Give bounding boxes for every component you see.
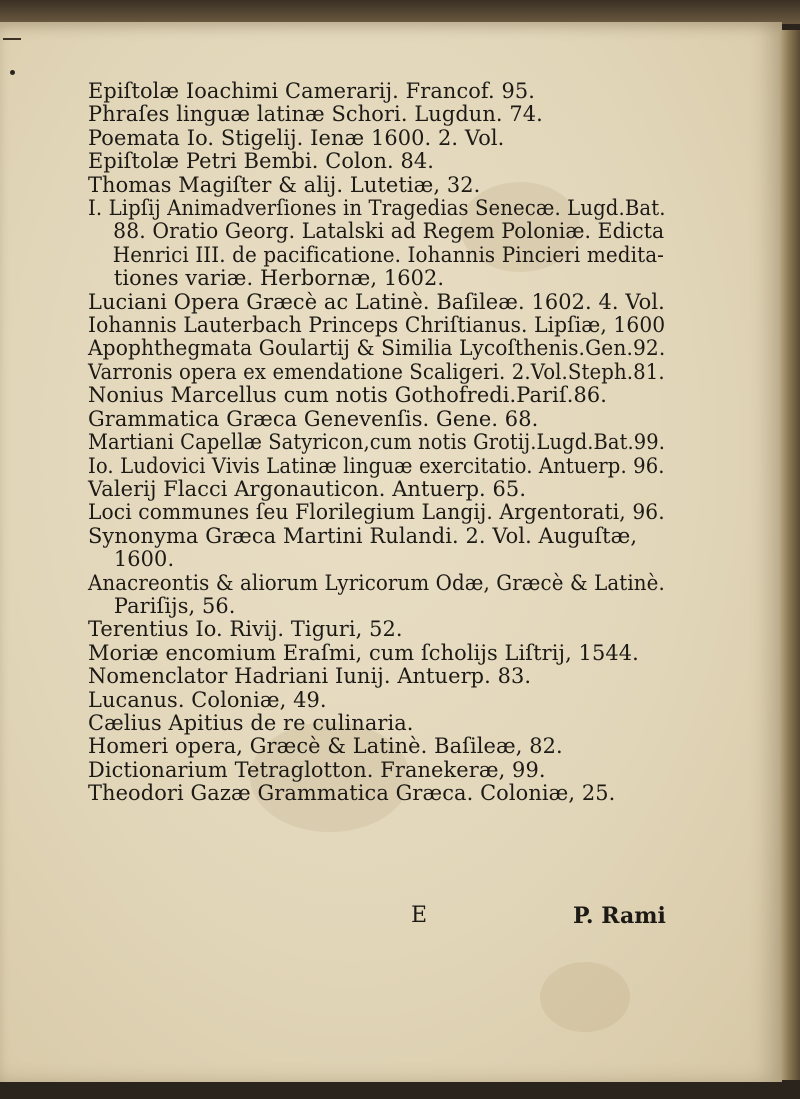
signature-mark: E (411, 903, 428, 928)
book-entry-line: Homeri opera, Græcè & Latinè. Baſileæ, 82. (88, 734, 563, 759)
book-entry-line: Martiani Capellæ Satyricon,cum notis Grotij.Lugd.Bat.99. (88, 430, 665, 455)
book-entry-line: Moriæ encomium Eraſmi, cum ſcholijs Liſtrij, 1544. (88, 640, 639, 665)
book-entry-line: I. Lipſij Animadverſiones in Tragedias Senecæ. Lugd.Bat. (88, 196, 666, 221)
binding-shadow (0, 0, 800, 24)
catchword: P. Rami (573, 903, 666, 929)
book-entry-line: Io. Ludovici Vivis Latinæ linguæ exercitatio. Antuerp. 96. (88, 453, 665, 478)
book-entry-line: Theodori Gazæ Grammatica Græca. Coloniæ, 25. (88, 781, 616, 806)
book-entry-line: Pariſijs, 56. (113, 593, 236, 618)
book-entry-line: Epiſtolæ Petri Bembi. Colon. 84. (88, 149, 435, 174)
ink-dot (10, 70, 15, 75)
book-entry-line: 88. Oratio Georg. Latalski ad Regem Poloniæ. Edicta (113, 219, 665, 244)
book-entry-line: Valerij Flacci Argonauticon. Antuerp. 65. (88, 476, 527, 501)
book-entry-line: Phraſes linguæ latinæ Schori. Lugdun. 74. (88, 102, 543, 127)
book-entry-line: Nomenclator Hadriani Iunij. Antuerp. 83. (88, 664, 532, 689)
book-entry-line: Iohannis Lauterbach Princeps Chriſtianus. Lipſiæ, 1600 (88, 313, 666, 338)
book-entry-line: Thomas Magiſter & alij. Lutetiæ, 32. (88, 172, 481, 197)
margin-mark (3, 38, 21, 48)
book-entry-line: tiones variæ. Herbornæ, 1602. (113, 266, 445, 291)
page-edge (780, 30, 800, 1080)
book-entry-line: Nonius Marcellus cum notis Gothofredi.Pariſ.86. (88, 383, 608, 408)
book-entry-line: Grammatica Græca Genevenſis. Gene. 68. (88, 406, 539, 431)
book-entry-line: Terentius Io. Rivij. Tiguri, 52. (88, 617, 403, 642)
book-entry-line: Henrici III. de pacificatione. Iohannis Pincieri medita- (112, 242, 665, 267)
book-entry-line: Epiſtolæ Ioachimi Camerarij. Francof. 95. (88, 79, 536, 103)
page-footer (0, 903, 782, 933)
book-entry-line: Anacreontis & aliorum Lyricorum Odæ, Græcè & Latinè. (88, 570, 665, 595)
book-entry-line: Poemata Io. Stigelij. Ienæ 1600. 2. Vol. (88, 125, 505, 150)
book-entry-line: Varronis opera ex emendatione Scaligeri. 2.Vol.Steph.81. (88, 359, 665, 384)
book-entry-line: Lucanus. Coloniæ, 49. (88, 687, 327, 712)
book-entry-line: Apophthegmata Goulartij & Similia Lycoſthenis.Gen.92. (88, 336, 666, 361)
book-entry-line: Synonyma Græca Martini Rulandi. 2. Vol. Auguſtæ, (88, 523, 638, 548)
book-entry-line: Cælius Apitius de re culinaria. (88, 710, 414, 735)
book-entry-line: 1600. (113, 547, 175, 572)
book-entry-line: Loci communes ſeu Florilegium Langij. Argentorati, 96. (88, 500, 665, 525)
paper-stain (540, 962, 630, 1032)
book-entry-line: Dictionarium Tetraglotton. Franekeræ, 99. (88, 757, 546, 782)
book-list (88, 80, 668, 806)
book-entry-line: Luciani Opera Græcè ac Latinè. Baſileæ. 1602. 4. Vol. (88, 289, 665, 314)
